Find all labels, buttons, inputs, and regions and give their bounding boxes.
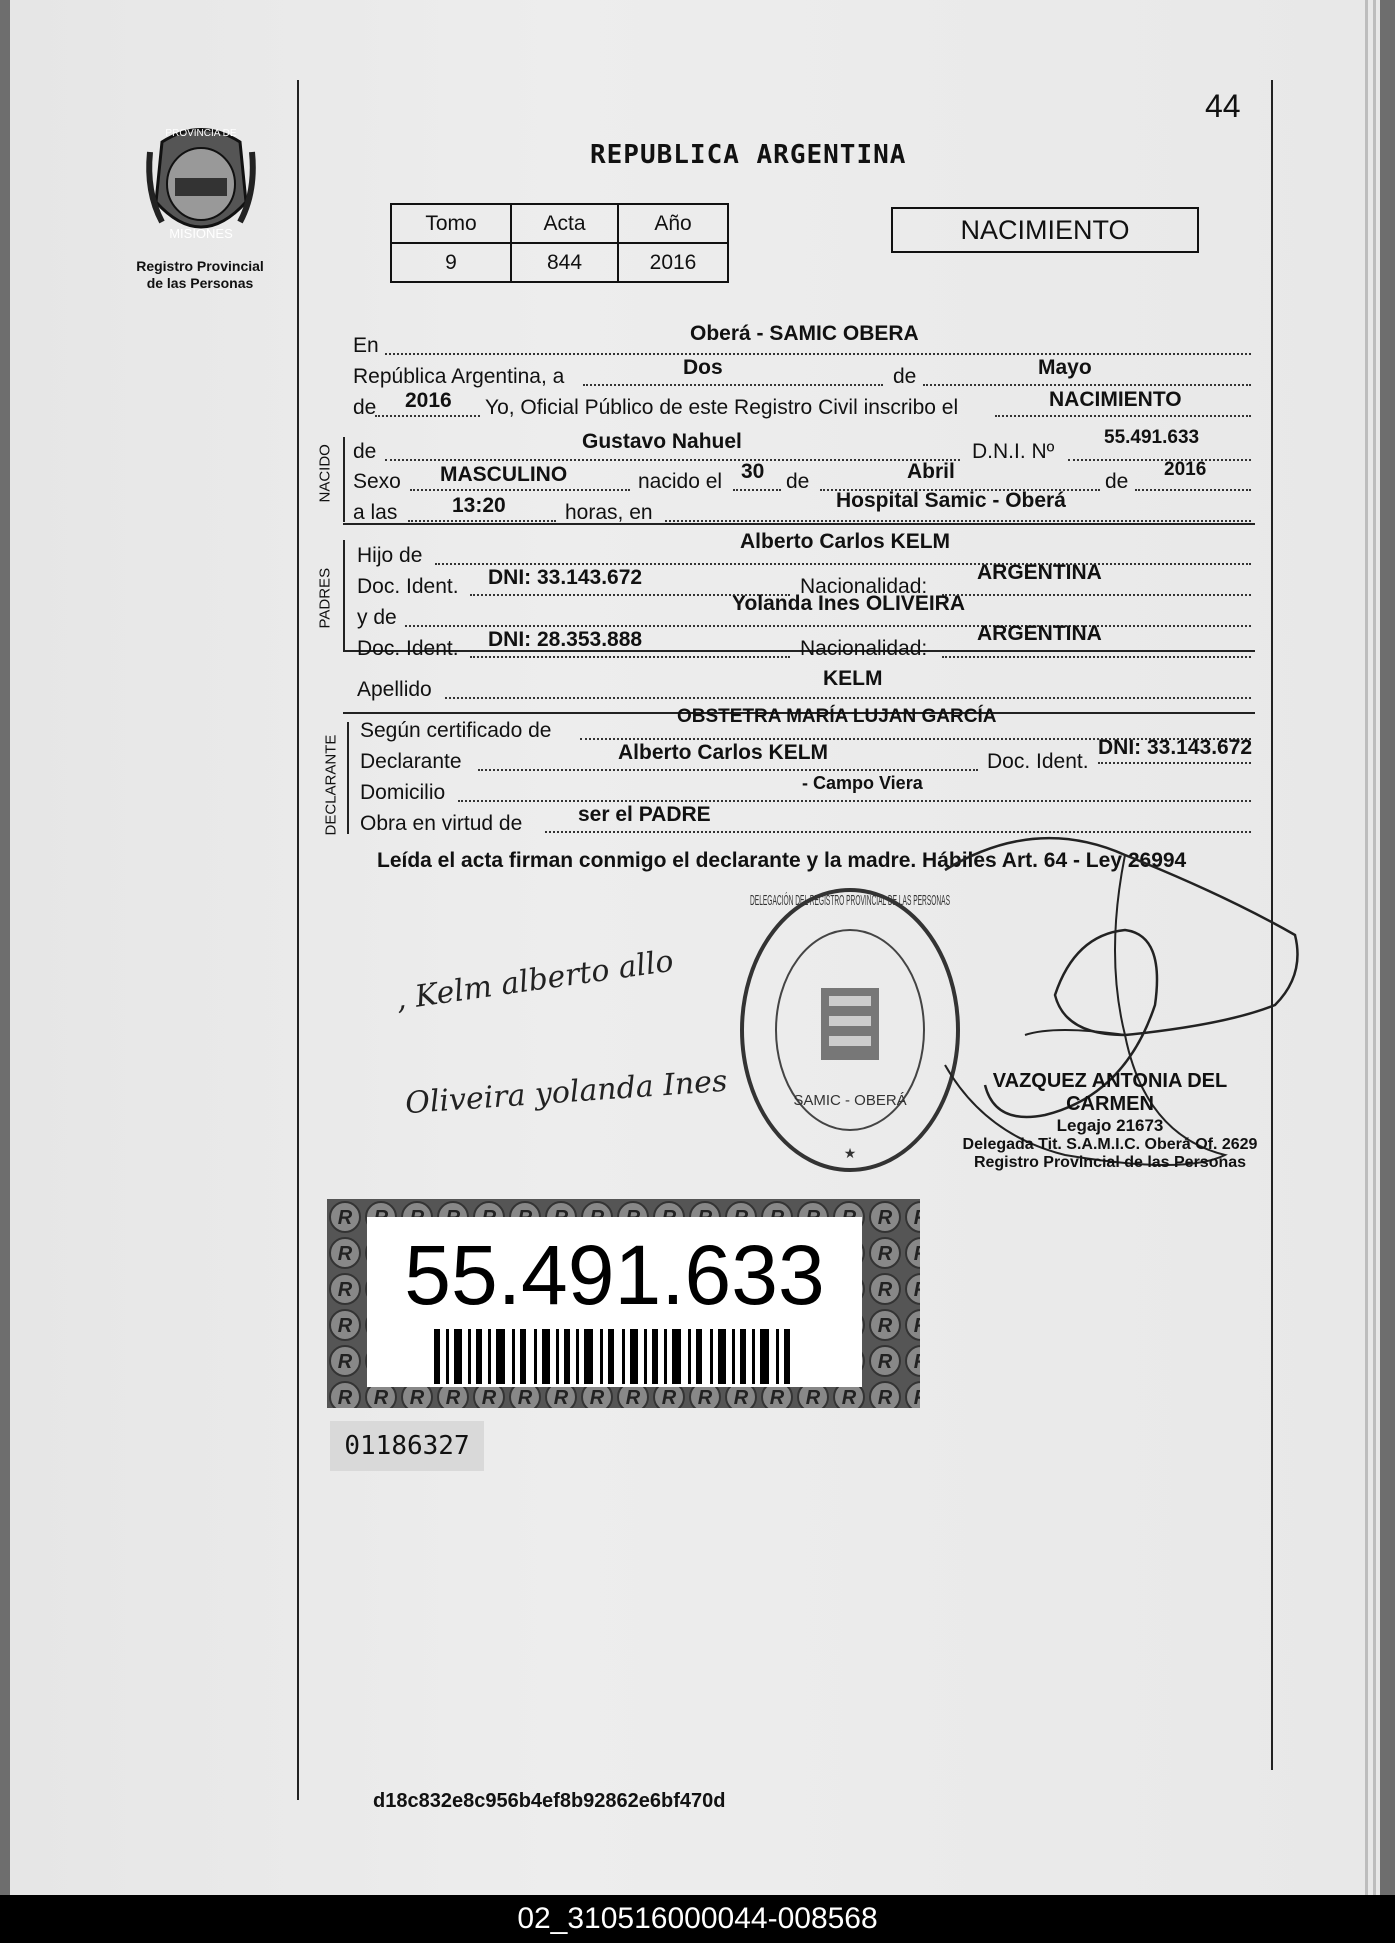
declarante-section-label: DECLARANTE bbox=[322, 734, 340, 836]
section-rule bbox=[343, 523, 1255, 525]
dotted-line bbox=[405, 625, 1251, 627]
svg-text:★: ★ bbox=[843, 1145, 857, 1161]
dotted-line bbox=[942, 594, 1251, 596]
logo-caption-line1: Registro Provincial bbox=[136, 258, 264, 274]
stamp-ring-text: DELEGACIÓN DEL REGISTRO PROVINCIAL DE LAS PERSONAS bbox=[750, 892, 950, 909]
republica-label: República Argentina, a bbox=[353, 365, 565, 388]
nacionalidad-label: Nacionalidad: bbox=[800, 637, 928, 660]
declarante-name: Alberto Carlos KELM bbox=[618, 741, 829, 764]
anio-header: Año bbox=[618, 204, 728, 243]
dotted-line bbox=[942, 656, 1251, 658]
logo-top-text: PROVINCIA DE bbox=[165, 128, 237, 139]
declarante-doc-label: Doc. Ident. bbox=[987, 750, 1089, 773]
madre-signature: Oliveira yolanda Ines bbox=[404, 1063, 729, 1122]
declarante-signature: , Kelm alberto allo bbox=[393, 943, 676, 1018]
record-type-box: NACIMIENTO bbox=[891, 207, 1199, 253]
dotted-line bbox=[545, 831, 1251, 833]
barcode-bars bbox=[434, 1329, 794, 1384]
page-edge bbox=[1365, 0, 1368, 1895]
dotted-line bbox=[375, 415, 480, 417]
closing-statement: Leída el acta firman conmigo el declarante y la madre. Hábiles Art. 64 - Ley 26994 bbox=[377, 849, 1187, 872]
en-label: En bbox=[353, 334, 379, 357]
mother-doc: DNI: 28.353.888 bbox=[488, 628, 643, 651]
birth-year: 2016 bbox=[1164, 459, 1207, 480]
footer-id-bar bbox=[0, 1895, 1395, 1943]
birth-time: 13:20 bbox=[452, 494, 506, 517]
province-seal-logo bbox=[142, 122, 260, 248]
hijo-de-label: Hijo de bbox=[357, 544, 423, 567]
mother-name: Yolanda Ines OLIVEIRA bbox=[732, 592, 965, 615]
y-de-label: y de bbox=[357, 606, 397, 629]
dotted-line bbox=[583, 384, 883, 386]
document-hash: d18c832e8c956b4ef8b92862e6bf470d bbox=[373, 1790, 726, 1812]
dotted-line bbox=[470, 656, 790, 658]
nacido-el-label: nacido el bbox=[638, 470, 723, 493]
sexo-label: Sexo bbox=[353, 470, 401, 493]
declarante-label: Declarante bbox=[360, 750, 462, 773]
inscribo-value: NACIMIENTO bbox=[1049, 388, 1182, 411]
anio-value: 2016 bbox=[618, 243, 728, 282]
nacido-de-label: de bbox=[353, 440, 377, 463]
page-edge bbox=[1373, 0, 1376, 1895]
de-label: de bbox=[786, 470, 810, 493]
child-name: Gustavo Nahuel bbox=[582, 430, 742, 453]
official-name: VAZQUEZ ANTONIA DEL CARMEN bbox=[992, 1070, 1228, 1115]
logo-bottom-text: MISIONES bbox=[169, 226, 233, 241]
dotted-line bbox=[478, 769, 978, 771]
logo-caption-line2: de las Personas bbox=[146, 275, 254, 291]
de-label: de bbox=[1105, 470, 1129, 493]
dotted-line bbox=[1068, 459, 1251, 461]
barcode-sticker bbox=[327, 1199, 920, 1408]
birth-month: Abril bbox=[907, 460, 955, 483]
left-margin-line bbox=[297, 80, 299, 1800]
nacionalidad-label: Nacionalidad: bbox=[800, 575, 928, 598]
dotted-line bbox=[1135, 489, 1251, 491]
acta-value: 844 bbox=[511, 243, 618, 282]
serial-number: 01186327 bbox=[330, 1421, 484, 1471]
de-label: de bbox=[353, 396, 377, 419]
month-value: Mayo bbox=[1038, 356, 1092, 379]
dotted-line bbox=[665, 520, 1251, 522]
page-number: 44 bbox=[1205, 88, 1241, 124]
dni-label: D.N.I. Nº bbox=[972, 440, 1055, 463]
mother-nationality: ARGENTINA bbox=[977, 622, 1102, 645]
doc-ident-label: Doc. Ident. bbox=[357, 575, 459, 598]
day-value: Dos bbox=[683, 356, 723, 379]
section-divider bbox=[343, 540, 345, 650]
padres-section-label: PADRES bbox=[316, 567, 334, 629]
tomo-value: 9 bbox=[391, 243, 511, 282]
acta-header: Acta bbox=[511, 204, 618, 243]
barcode-label bbox=[367, 1217, 862, 1387]
dotted-line bbox=[995, 415, 1251, 417]
dotted-line bbox=[733, 489, 781, 491]
father-doc: DNI: 33.143.672 bbox=[488, 566, 643, 589]
father-nationality: ARGENTINA bbox=[977, 561, 1102, 584]
declarante-doc: DNI: 33.143.672 bbox=[1098, 736, 1253, 759]
a-las-label: a las bbox=[353, 501, 398, 524]
place-value: Oberá - SAMIC OBERA bbox=[690, 322, 919, 345]
apellido-value: KELM bbox=[823, 667, 883, 690]
official-block bbox=[960, 1070, 1260, 1172]
apellido-label: Apellido bbox=[357, 678, 432, 701]
dotted-line bbox=[385, 459, 960, 461]
birth-day: 30 bbox=[741, 460, 765, 483]
official-legajo: Legajo 21673 bbox=[1056, 1116, 1164, 1135]
nacido-section-label: NACIDO bbox=[316, 444, 334, 503]
dotted-line bbox=[408, 520, 556, 522]
official-registro: Registro Provincial de las Personas bbox=[973, 1154, 1247, 1171]
oficial-text: Yo, Oficial Público de este Registro Civil inscribo el bbox=[485, 396, 959, 419]
footer-id: 02_310516000044-008568 bbox=[517, 1902, 878, 1935]
certificado-label: Según certificado de bbox=[360, 719, 552, 742]
section-rule bbox=[343, 650, 1255, 652]
barcode-number: 55.491.633 bbox=[404, 1228, 825, 1322]
logo-caption bbox=[120, 258, 280, 292]
dotted-line bbox=[923, 384, 1251, 386]
domicilio-label: Domicilio bbox=[360, 781, 446, 804]
father-name: Alberto Carlos KELM bbox=[740, 530, 951, 553]
dotted-line bbox=[410, 489, 630, 491]
dotted-line bbox=[435, 563, 1251, 565]
section-divider bbox=[343, 437, 345, 522]
birth-place: Hospital Samic - Oberá bbox=[836, 489, 1066, 512]
section-divider bbox=[347, 722, 349, 834]
dotted-line bbox=[1098, 762, 1251, 764]
doc-ident-label: Doc. Ident. bbox=[357, 637, 459, 660]
dotted-line bbox=[385, 353, 1251, 355]
de-label: de bbox=[893, 365, 917, 388]
obra-label: Obra en virtud de bbox=[360, 812, 523, 835]
child-dni: 55.491.633 bbox=[1104, 427, 1200, 448]
domicilio-value: - Campo Viera bbox=[802, 773, 923, 793]
tomo-acta-table bbox=[390, 203, 729, 283]
certificado-value: OBSTETRA MARÍA LUJAN GARCÍA bbox=[677, 706, 997, 727]
dotted-line bbox=[458, 800, 1251, 802]
tomo-header: Tomo bbox=[391, 204, 511, 243]
stamp-inner-text: SAMIC - OBERÁ bbox=[793, 1092, 907, 1109]
horas-label: horas, en bbox=[565, 501, 653, 524]
obra-value: ser el PADRE bbox=[578, 803, 711, 826]
document-title: REPUBLICA ARGENTINA bbox=[590, 140, 907, 170]
sexo-value: MASCULINO bbox=[440, 463, 568, 486]
official-cargo: Delegada Tit. S.A.M.I.C. Oberá Of. 2629 bbox=[962, 1136, 1258, 1153]
dotted-line bbox=[445, 697, 1251, 699]
year-value: 2016 bbox=[405, 389, 452, 412]
